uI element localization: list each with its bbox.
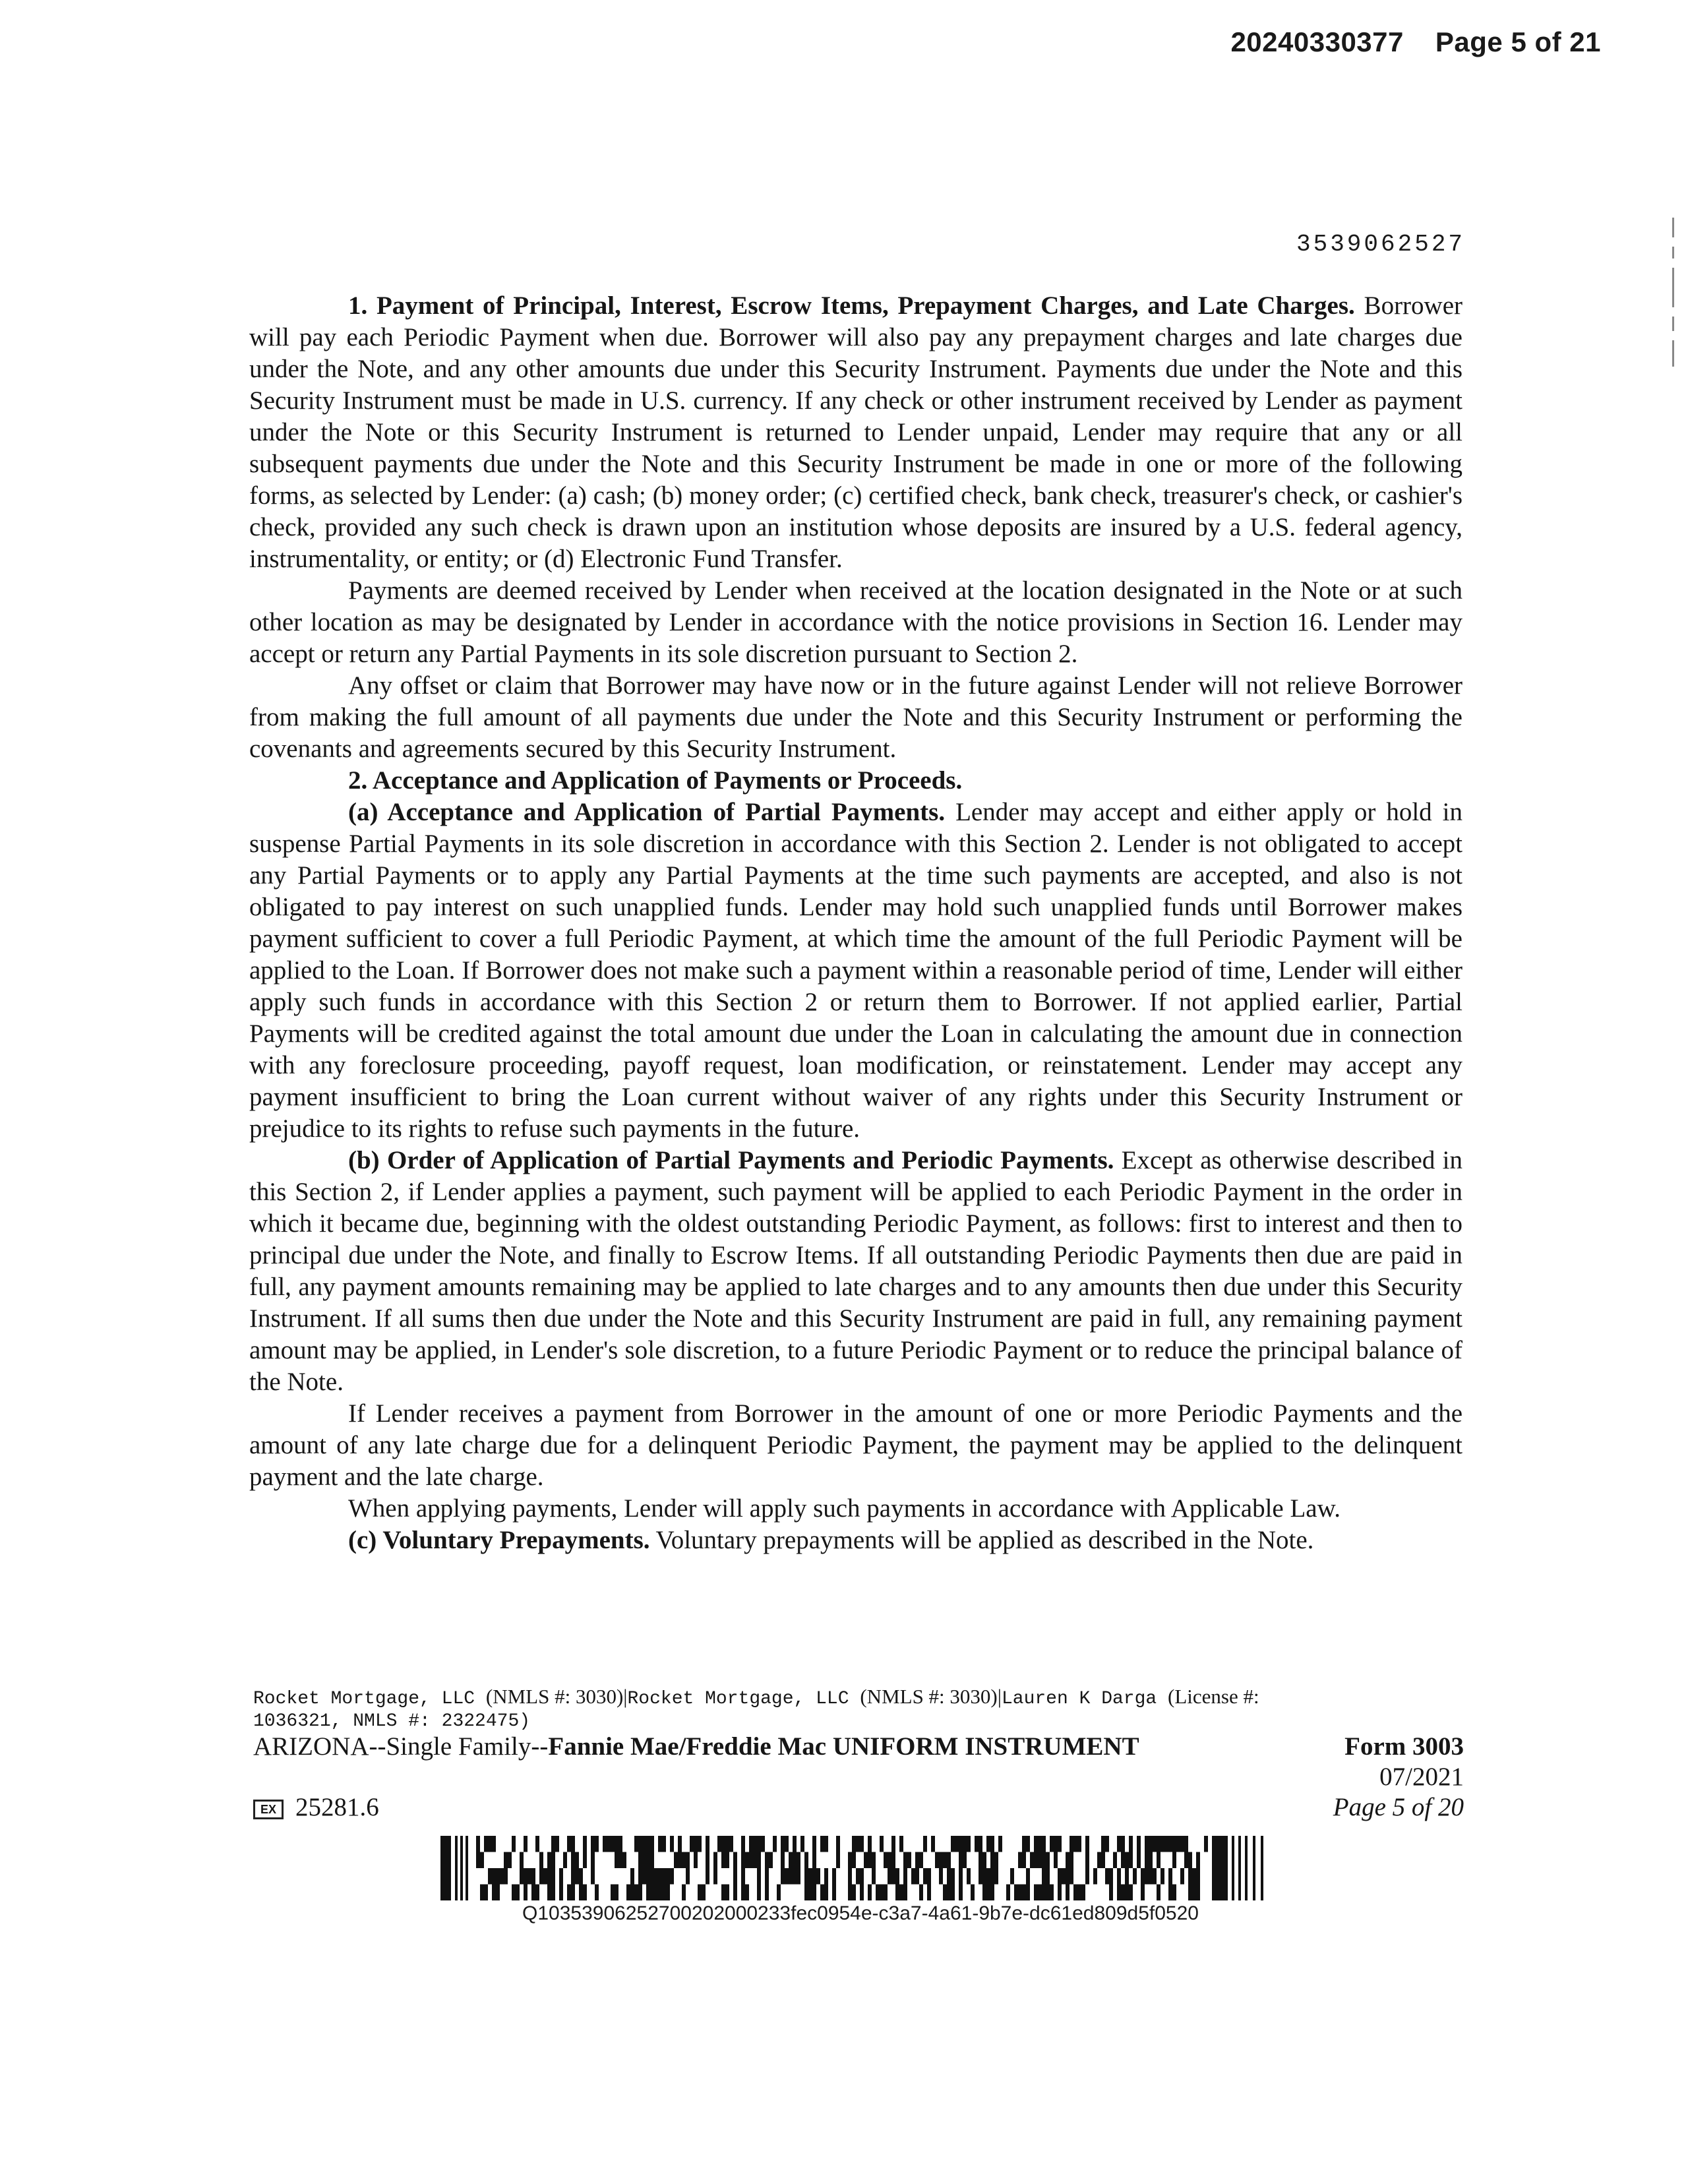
- section-2-heading: 2. Acceptance and Application of Payments or Proceeds.: [348, 766, 963, 795]
- form-page: Page 5 of 20: [1333, 1793, 1464, 1821]
- paragraph-text: Borrower will pay each Periodic Payment when due. Borrower will also pay any prepayment charges and late charges due under the Note, and any other amounts due under this Security Instrument. Payments due under the Note and this Security Instrument must be made in U.S. currency. If any check or other instrument received by Lender as payment under the Note or this Security Instrument is returned to Lender unpaid, Lender may require that any or all subsequent payments due under the Note and this Security Instrument be made in one or more of the following forms, as selected by Lender: (a) cash; (b) money order; (c) certified check, bank check, treasurer's check, or cashier's check, provided any such check is drawn upon an institution whose deposits are insured by a U.S. federal agency, instrumentality, or entity; or (d) Electronic Fund Transfer.: [249, 291, 1463, 573]
- paragraph-partial-payments: [249, 797, 1462, 1145]
- section-1-heading: 1. Payment of Principal, Interest, Escrow Items, Prepayment Charges, and Late Charges.: [348, 291, 1355, 320]
- paragraph-text: Any offset or claim that Borrower may have now or in the future against Lender will not relieve Borrower from making the full amount of all payments due under the Note and this Security Instrument or performing the covenants and agreements secured by this Security Instrument.: [249, 671, 1462, 763]
- form-meta: [253, 1762, 1464, 1828]
- separator: |: [997, 1685, 1002, 1708]
- paragraph-text: If Lender receives a payment from Borrower in the amount of one or more Periodic Payments and the amount of any late charge due for a delinquent Periodic Payment, the payment may be applied to the delinquent payment and the late charge.: [249, 1399, 1462, 1491]
- scan-edge-marks: [1672, 218, 1675, 547]
- paragraph-text: Lender may accept and either apply or hold in suspense Partial Payments in its sole discretion in accordance with this Section 2. Lender is not obligated to accept any Partial Payments or to apply any Partial Payments at the time such payments are accepted, and also is not obligated to pay interest on such unapplied funds. Lender may hold such unapplied funds until Borrower makes payment sufficient to cover a full Periodic Payment, at which time the amount of the full Periodic Payment will be applied to the Loan. If Borrower does not make such a payment within a reasonable period of time, Lender will either apply such funds in accordance with this Section 2 or return them to Borrower. If not applied earlier, Partial Payments will be credited against the total amount due under the Loan in calculating the amount due in connection with any foreclosure proceeding, payoff request, loan modification, or reinstatement. Lender may accept any payment insufficient to bring the Loan current without waiver of any rights under this Security Instrument or prejudice to its rights to refuse such payments in the future.: [249, 798, 1462, 1143]
- paragraph-applicable-law: [249, 1493, 1462, 1525]
- subsection-c-heading: (c) Voluntary Prepayments.: [348, 1526, 650, 1554]
- instrument-state: ARIZONA: [253, 1732, 369, 1761]
- form-code-line: [253, 1792, 379, 1823]
- loan-officer-name: Lauren K Darga: [1001, 1689, 1157, 1709]
- subsection-a-heading: (a) Acceptance and Application of Partial Payments.: [348, 798, 946, 826]
- originator-nmls-2: (NMLS #: 3030): [860, 1685, 998, 1708]
- form-code: 25281.6: [295, 1793, 379, 1821]
- paragraph-payment-of-principal: [249, 290, 1462, 575]
- license-prefix: (License #:: [1168, 1685, 1259, 1708]
- separator: |: [623, 1685, 628, 1708]
- originator-name-2: Rocket Mortgage, LLC: [627, 1689, 849, 1709]
- instrument-line: [253, 1732, 1464, 1762]
- originator-name: Rocket Mortgage, LLC: [253, 1689, 475, 1709]
- loan-number: 3539062527: [1296, 231, 1466, 258]
- ex-logo-icon: EX: [253, 1800, 284, 1819]
- section-2-heading-line: [249, 765, 1462, 797]
- barcode-text: Q10353906252700202000233fec0954e-c3a7-4a61-9b7e-dc61ed809d5f0520: [522, 1902, 1199, 1924]
- license-line-2: 1036321, NMLS #: 2322475): [253, 1711, 531, 1732]
- paragraph-voluntary-prepayments: [249, 1525, 1462, 1556]
- paragraph-late-charge: [249, 1398, 1462, 1493]
- recording-header: [1230, 26, 1601, 58]
- form-date: 07/2021: [1379, 1763, 1464, 1791]
- paragraph-text: Except as otherwise described in this Section 2, if Lender applies a payment, such payment will be applied to each Periodic Payment in the order in which it became due, beginning with the oldest outstanding Periodic Payment, as follows: first to interest and then to principal due under the Note, and finally to Escrow Items. If all outstanding Periodic Payments then due are paid in full, any payment amounts remaining may be applied to late charges and to any amounts then due under this Security Instrument. If all sums then due under the Note and this Security Instrument are paid in full, any remaining payment amount may be applied, in Lender's sole discretion, to a future Periodic Payment or to reduce the principal balance of the Note.: [249, 1146, 1462, 1396]
- originator-nmls: (NMLS #: 3030): [485, 1685, 624, 1708]
- paragraph-offset-or-claim: [249, 670, 1462, 765]
- pdf417-barcode: [440, 1836, 1278, 1900]
- paragraph-order-of-application: [249, 1145, 1462, 1398]
- paragraph-text: When applying payments, Lender will apply such payments in accordance with Applicable Law.: [348, 1494, 1341, 1523]
- document-body: [249, 290, 1462, 1556]
- form-number: Form 3003: [1344, 1732, 1464, 1761]
- paragraph-text: Voluntary prepayments will be applied as described in the Note.: [649, 1526, 1314, 1554]
- instrument-issuer: Fannie Mae/Freddie Mac UNIFORM INSTRUMENT: [548, 1732, 1139, 1761]
- instrument-type: --Single Family--: [369, 1732, 549, 1761]
- recording-page-label: Page 5 of 21: [1435, 26, 1601, 57]
- subsection-b-heading: (b) Order of Application of Partial Payments and Periodic Payments.: [348, 1146, 1114, 1174]
- paragraph-text: Payments are deemed received by Lender when received at the location designated in the Note or at such other location as may be designated by Lender in accordance with the notice provisions in Section 16. Lender may accept or return any Partial Payments in its sole discretion pursuant to Section 2.: [249, 576, 1462, 668]
- paragraph-payments-deemed-received: [249, 575, 1462, 670]
- recording-doc-number: 20240330377: [1230, 26, 1404, 57]
- originator-info: [253, 1685, 1464, 1733]
